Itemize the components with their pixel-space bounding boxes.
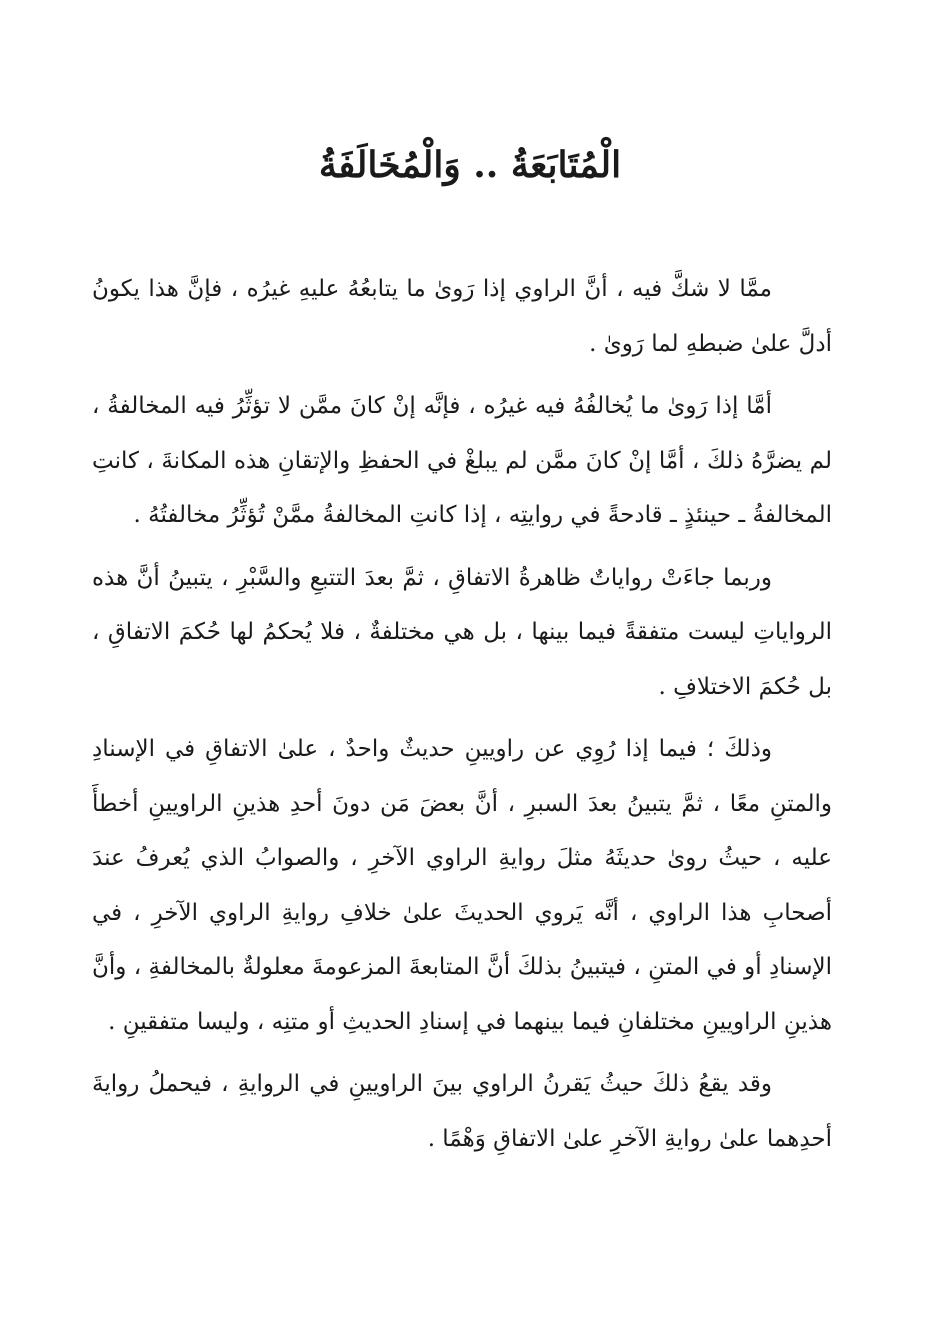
paragraph-4: وذلكَ ؛ فيما إذا رُوِي عن راويينِ حديثٌ واحدٌ ، علىٰ الاتفاقِ في الإسنادِ والمتنِ معًا ، ثمَّ يتبينُ بعدَ السبرِ ، أنَّ بعضَ مَن دونَ أحدِ هذينِ الراويينِ أخطأَ عليه ، حيثُ روىٰ حديثَهُ مثلَ روايةِ الراوي الآخرِ ، والصوابُ الذي يُعرفُ عندَ أصحابِ هذا الراوي ، أنَّه يَروي الحديثَ علىٰ خلافِ روايةِ الراوي الآخرِ ، في الإسنادِ أو في المتنِ ، فيتبينُ بذلكَ أنَّ المتابعةَ المزعومةَ معلولةٌ بالمخالفةِ ، وأنَّ هذينِ الراويينِ مختلفانِ فيما بينهما في إسنادِ الحديثِ أو متنِه ، وليسا متفقينِ .	[92, 736, 832, 1035]
page-title: الْمُتَابَعَةُ .. وَالْمُخَالَفَةُ	[318, 144, 622, 186]
paragraph-5: وقد يقعُ ذلكَ حيثُ يَقرنُ الراوي بينَ الراويينِ في الروايةِ ، فيحملُ روايةَ أحدِهما علىٰ روايةِ الآخرِ علىٰ الاتفاقِ وَهْمًا .	[92, 1071, 832, 1152]
paragraph-1: ممَّا لا شكَّ فيه ، أنَّ الراوي إذا رَوىٰ ما يتابعُهُ عليهِ غيرُه ، فإنَّ هذا يكونُ أدلَّ علىٰ ضبطهِ لما رَوىٰ .	[92, 276, 832, 357]
body-text	[92, 262, 832, 1174]
paragraph-3: وربما جاءَتْ رواياتٌ ظاهرةُ الاتفاقِ ، ثمَّ بعدَ التتبعِ والسَّبْرِ ، يتبينُ أنَّ هذه الرواياتِ ليست متفقةً فيما بينها ، بل هي مختلفةٌ ، فلا يُحكمُ لها حُكمَ الاتفاقِ ، بل حُكمَ الاختلافِ .	[92, 564, 832, 700]
paragraph-2: أمَّا إذا رَوىٰ ما يُخالفُهُ فيه غيرُه ، فإنَّه إنْ كانَ ممَّن لا تؤثِّرُ فيه المخالفةُ ، لم يضرَّهُ ذلكَ ، أمَّا إنْ كانَ ممَّن لم يبلغْ في الحفظِ والإتقانِ هذه المكانةَ ، كانتِ المخالفةُ ـ حينئذٍ ـ قادحةً في روايتِه ، إذا كانتِ المخالفةُ ممَّنْ تُؤثِّرُ مخالفتُهُ .	[92, 393, 832, 528]
